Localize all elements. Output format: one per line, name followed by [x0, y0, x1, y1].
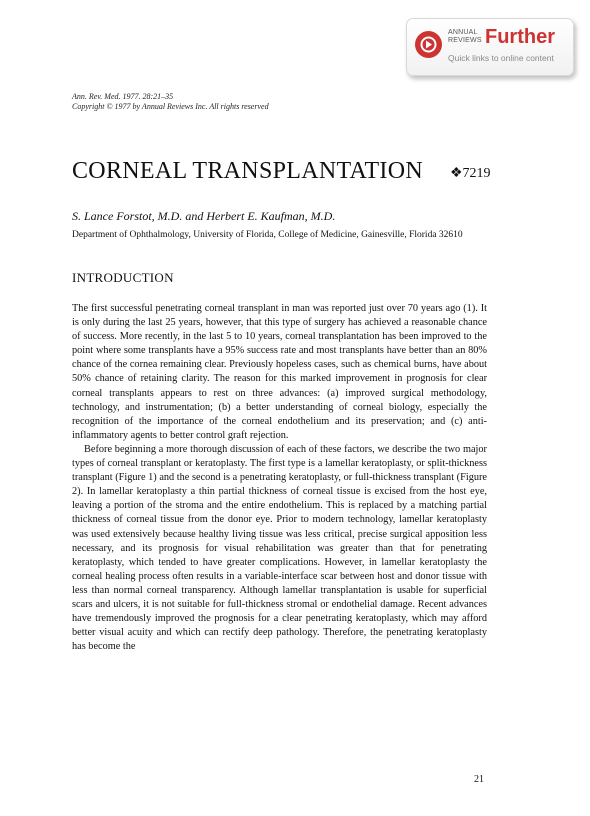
article-code: ❖7219: [450, 166, 491, 181]
page-number: 21: [474, 774, 484, 785]
annual-reviews-further-badge[interactable]: [406, 18, 574, 76]
badge-further-label: Further: [485, 26, 555, 48]
badge-subtitle: Quick links to online content: [448, 53, 554, 63]
journal-citation: Ann. Rev. Med. 1977. 28:21–35: [72, 92, 174, 101]
paragraph-1: The first successful penetrating corneal transplant in man was reported just over 70 years ago (1). It is only during the last 25 years, however, that this type of surgery has achieved a reasonable chance of success. More recently, in the last 5 to 10 years, corneal transplantation has been improved to the point where some transplants have a 95% success rate and most transplants have better than an 80% chance of the cornea remaining clear. Previously hopeless cases, such as chemical burns, have about 50% chance of retaining clarity. The reason for this marked improvement in prognosis for clear corneal transplants appears to rest on three advances: (a) improved surgical methodology, technology, and instrumentation; (b) a better understanding of corneal biology, especially the recognition of the importance of the corneal endothelium and its preservation; and (c) anti-inflammatory agents to better control graft rejection.: [72, 303, 487, 441]
badge-brand-line1: ANNUAL: [448, 29, 478, 36]
article-title: CORNEAL TRANSPLANTATION: [72, 158, 423, 184]
paragraph-2: Before beginning a more thorough discussion of each of these factors, we describe the two major types of corneal transplant or keratoplasty. The first type is a lamellar keratoplasty, or split-thickness transplant (Figure 1) and the second is a penetrating keratoplasty, or full-thickness transplant (Figure 2). In lamellar keratoplasty a thin partial thickness of corneal tissue is excised from the host eye, leaving a portion of the stroma and the entire endothelium. This is replaced by a matching partial thickness of corneal tissue from the donor eye. Prior to modern technology, lamellar keratoplasty was used extensively because healthy living tissue was less critical, precise surgical apposition less necessary, and its prognosis for visual rehabilitation was greater than that for penetrating keratoplasty, which tended to have greater complications. However, in lamellar keratoplasty the corneal healing process often results in a variable-interface scar between host and donor tissue with less than normal corneal transparency. Although lamellar transplantation is usable for superficial scars and ulcers, it is not suitable for full-thickness stromal or endothelial damage. Recent advances have tremendously improved the prognosis for a clear penetrating keratoplasty, which may afford better visual acuity and which can rectify deep pathology. Therefore, the penetrating keratoplasty has become the: [72, 443, 487, 653]
copyright-line: Copyright © 1977 by Annual Reviews Inc. All rights reserved: [72, 102, 269, 111]
annual-reviews-logo-text: [448, 29, 482, 45]
author-affiliation: Department of Ophthalmology, University of Florida, College of Medicine, Gainesville, Florida 32610: [72, 230, 463, 240]
play-icon: [415, 31, 442, 58]
body-text: [72, 302, 487, 654]
badge-brand-line2: REVIEWS: [448, 37, 482, 44]
journal-meta: [72, 92, 269, 112]
section-heading: INTRODUCTION: [72, 270, 174, 285]
article-authors: S. Lance Forstot, M.D. and Herbert E. Kaufman, M.D.: [72, 209, 336, 223]
